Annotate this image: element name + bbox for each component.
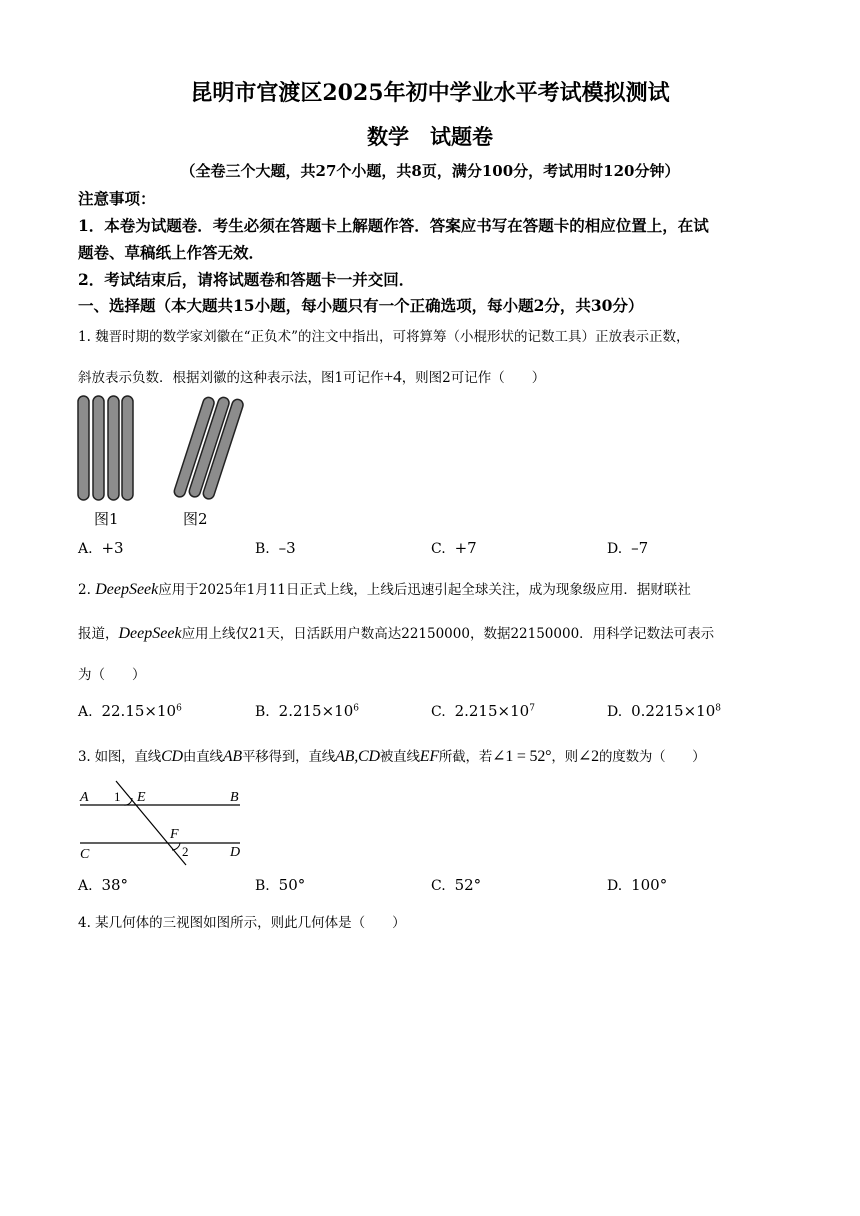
option-letter: A. xyxy=(78,878,93,894)
q2-number: 2. xyxy=(78,582,91,598)
option-mantissa: 22.15×10 xyxy=(101,702,177,720)
option-exponent: 7 xyxy=(529,703,535,714)
rod xyxy=(108,396,119,500)
q2-line-2 xyxy=(78,622,714,643)
option-letter: A. xyxy=(78,541,93,557)
deepseek-brand: DeepSeek xyxy=(95,581,159,598)
q1-line-2-pre: 斜放表示负数．根据刘徽的这种表示法，图1可记作 xyxy=(78,370,384,386)
option-exponent: 8 xyxy=(715,703,721,714)
note-item-2: 2．考试结束后，请将试题卷和答题卡一并交回． xyxy=(78,270,415,289)
q2-line-2-pre: 报道， xyxy=(78,626,119,642)
q3-math-cd: CD xyxy=(161,748,183,765)
note-item-1-line-2: 题卷、草稿纸上作答无效． xyxy=(78,243,265,262)
option-mantissa: 2.215×10 xyxy=(454,702,530,720)
option-value: –3 xyxy=(278,539,296,557)
deepseek-brand: DeepSeek xyxy=(118,625,182,642)
label-a: A xyxy=(80,790,89,805)
page-title: 昆明市官渡区2025年初中学业水平考试模拟测试 xyxy=(190,80,670,106)
q3-text: 的度数为（ ） xyxy=(598,749,706,765)
option-value: +7 xyxy=(454,539,477,557)
option-letter: C. xyxy=(431,878,446,894)
option-value: 38° xyxy=(101,876,129,894)
q3-text: 3. 如图，直线 xyxy=(78,749,162,765)
q3-math-angle-2: ∠2 xyxy=(577,748,599,765)
q4-stem: 4. 某几何体的三视图如图所示，则此几何体是（ ） xyxy=(78,915,406,931)
label-c: C xyxy=(80,847,90,862)
option-letter: D. xyxy=(607,878,623,894)
option-value: 52° xyxy=(454,876,482,894)
figure-2-caption: 图2 xyxy=(183,510,208,528)
figure-1-caption: 图1 xyxy=(94,510,119,528)
line-ef xyxy=(116,781,186,865)
q2-option-c xyxy=(431,702,535,720)
q1-option-d xyxy=(607,539,648,557)
q3-text: 由直线 xyxy=(182,749,223,765)
q3-math-ab-cd: AB,CD xyxy=(335,748,380,765)
option-letter: B. xyxy=(255,878,270,894)
label-f: F xyxy=(170,827,179,842)
q3-text: 平移得到，直线 xyxy=(241,749,336,765)
q3-text: ，则 xyxy=(551,749,578,765)
q3-option-d xyxy=(607,876,667,894)
q3-math-angle-1: ∠1 = 52° xyxy=(492,748,552,765)
note-item-1-line-1: 1．本卷为试题卷．考生必须在答题卡上解题作答．答案应书写在答题卡的相应位置上，在试 xyxy=(78,216,709,235)
q3-text: 被直线 xyxy=(379,749,420,765)
option-mantissa: 0.2215×10 xyxy=(631,702,716,720)
figure-1-upright-rods xyxy=(78,396,133,500)
q1-line-2 xyxy=(78,366,545,387)
q1-option-a xyxy=(78,539,124,557)
rod xyxy=(78,396,89,500)
q2-option-a xyxy=(78,702,182,720)
notes-heading: 注意事项： xyxy=(78,189,156,208)
q1-option-c xyxy=(431,539,477,557)
q3-math-ab: AB xyxy=(222,748,242,765)
option-value: +3 xyxy=(101,539,124,557)
q2-option-b xyxy=(255,702,359,720)
q2-line-2-text: 应用上线仅21天，日活跃用户数高达22150000，数据22150000．用科学记数法可表示 xyxy=(181,626,715,642)
label-b: B xyxy=(230,790,239,805)
option-letter: A. xyxy=(78,704,93,720)
option-letter: B. xyxy=(255,704,270,720)
q3-stem xyxy=(78,745,705,766)
q2-option-d xyxy=(607,702,721,720)
q3-math-ef: EF xyxy=(419,748,439,765)
option-letter: C. xyxy=(431,541,446,557)
option-letter: C. xyxy=(431,704,446,720)
exam-info: （全卷三个大题，共27个小题，共8页，满分100分，考试用时120分钟） xyxy=(180,162,680,180)
q1-line-2-post: ，则图2可记作（ ） xyxy=(401,370,546,386)
option-value: 50° xyxy=(278,876,306,894)
option-letter: B. xyxy=(255,541,270,557)
option-exponent: 6 xyxy=(176,703,182,714)
q3-option-b xyxy=(255,876,305,894)
label-angle-2: 2 xyxy=(182,844,189,859)
q3-text: 所截，若 xyxy=(438,749,493,765)
q1-line-1: 1. 魏晋时期的数学家刘徽在“正负术”的注文中指出，可将算筹（小棍形状的记数工具）正放表示正数， xyxy=(78,329,690,345)
page-subtitle: 数学 试题卷 xyxy=(367,124,493,149)
option-letter: D. xyxy=(607,704,623,720)
option-value: –7 xyxy=(631,539,649,557)
q2-line-1 xyxy=(78,578,691,599)
q1-math-plus-4: +4 xyxy=(383,367,402,386)
option-letter: D. xyxy=(607,541,623,557)
rod xyxy=(93,396,104,500)
label-angle-1: 1 xyxy=(114,789,121,804)
figure-2-slanted-rods xyxy=(173,396,245,500)
q3-option-c xyxy=(431,876,481,894)
label-d: D xyxy=(230,845,241,860)
q3-option-a xyxy=(78,876,128,894)
q2-line-3: 为（ ） xyxy=(78,667,146,683)
section-1-heading: 一、选择题（本大题共15小题，每小题只有一个正确选项，每小题2分，共30分） xyxy=(78,296,644,315)
option-mantissa: 2.215×10 xyxy=(278,702,354,720)
option-exponent: 6 xyxy=(353,703,359,714)
q1-option-b xyxy=(255,539,296,557)
label-e: E xyxy=(137,790,146,805)
q3-figure-parallel-lines xyxy=(76,778,252,870)
rod xyxy=(122,396,133,500)
q2-line-1-text: 应用于2025年1月11日正式上线，上线后迅速引起全球关注，成为现象级应用．据财联社 xyxy=(158,582,691,598)
option-value: 100° xyxy=(631,876,668,894)
